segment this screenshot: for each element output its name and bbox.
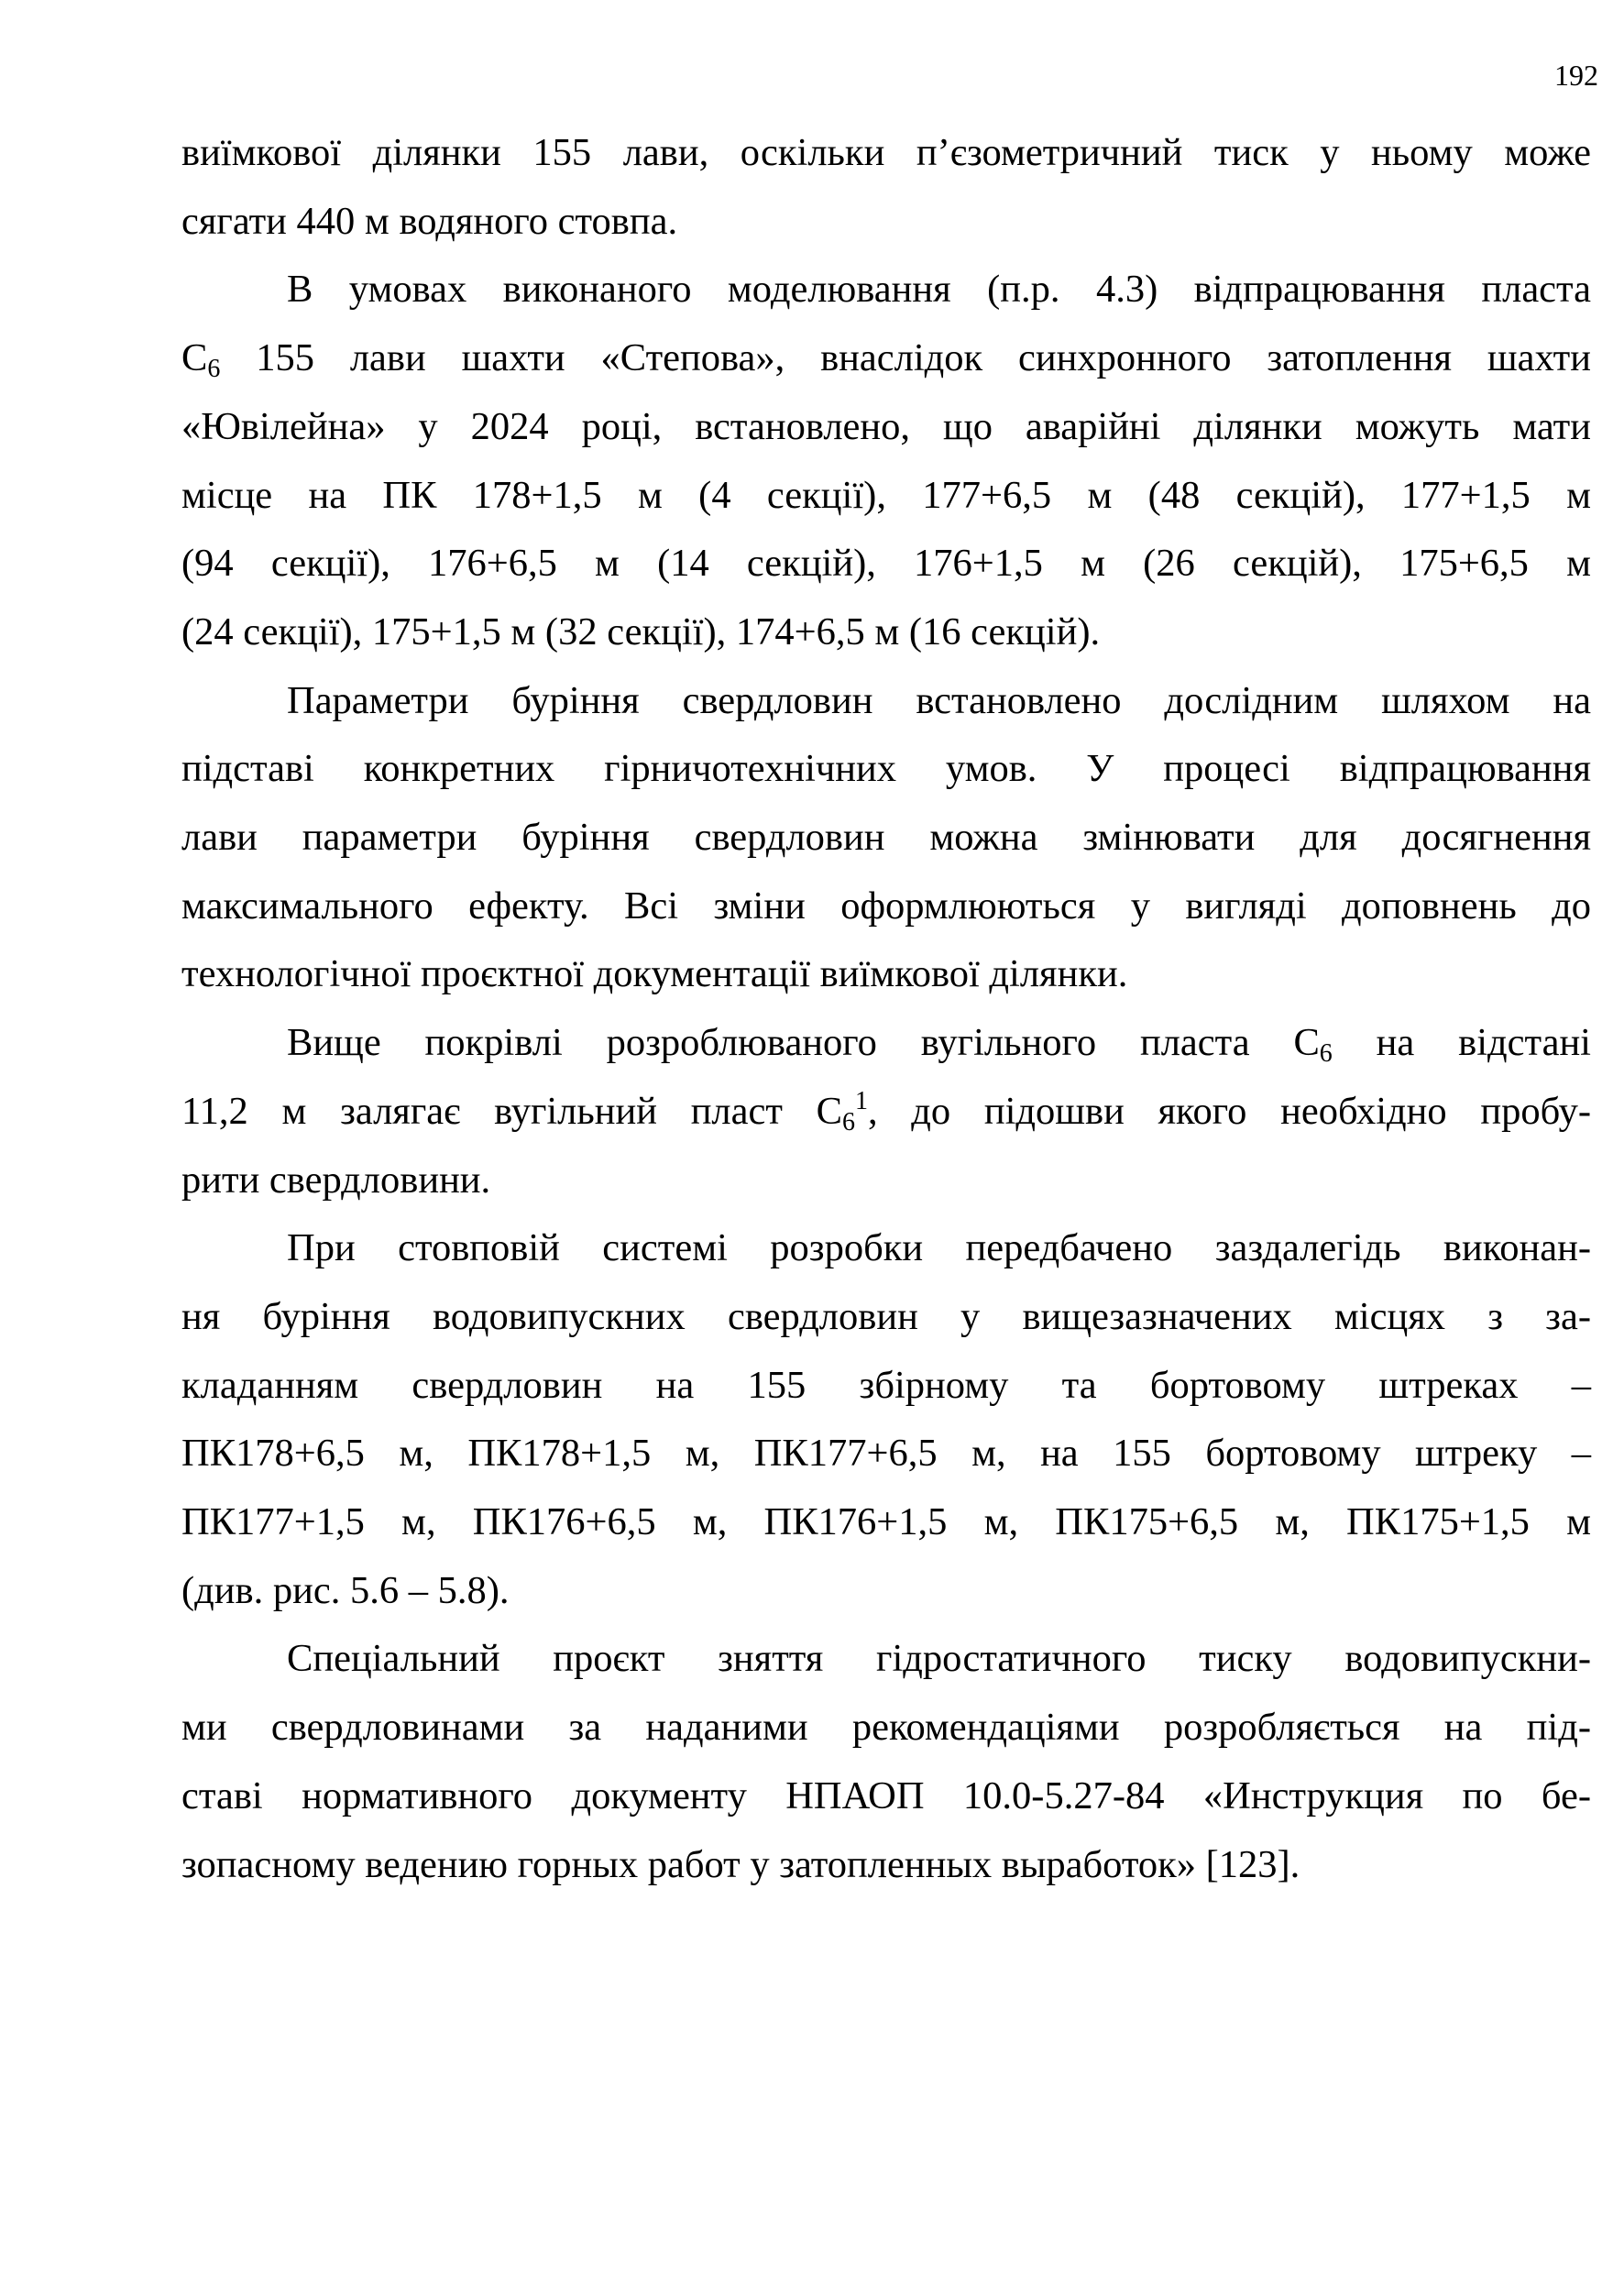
text-line: сягати 440 м водяного стовпа. — [181, 199, 678, 243]
paragraph-2 — [181, 256, 1591, 666]
text-line: (24 секції), 175+1,5 м (32 секції), 174+6,5 м (16 секцій). — [181, 609, 1101, 653]
paragraph-5 — [181, 1214, 1591, 1625]
subscript: 6 — [207, 355, 221, 384]
text-line: місце на ПК 178+1,5 м (4 секції), 177+6,5 м (48 секцій), 177+1,5 м — [181, 473, 1591, 517]
paragraph-6 — [181, 1625, 1591, 1899]
text-run: на відстані — [1332, 1021, 1591, 1065]
paragraph-4 — [181, 1009, 1591, 1214]
text-line: кладанням свердловин на 155 збірному та бортовому штреках – — [181, 1363, 1591, 1407]
text-line: рити свердловини. — [181, 1158, 491, 1202]
text-line: ставі нормативного документу НПАОП 10.0-5.27-84 «Инструкция по бе- — [181, 1773, 1591, 1817]
text-line: підставі конкретних гірничотехнічних умов. У процесі відпрацювання — [181, 747, 1591, 791]
text-line: виїмкової ділянки 155 лави, оскільки п’єзометричний тиск у ньому може — [181, 131, 1591, 174]
superscript: 1 — [854, 1086, 868, 1115]
text-line: зопасному ведению горных работ у затопленных выработок» [123]. — [181, 1842, 1300, 1886]
text-line: (див. рис. 5.6 – 5.8). — [181, 1568, 510, 1612]
text-run: , до підошви якого необхідно пробу- — [867, 1089, 1591, 1133]
text-line — [181, 1078, 1591, 1147]
text-run: Вище покрівлі розроблюваного вугільного пласта С — [287, 1021, 1320, 1065]
text-line: лави параметри буріння свердловин можна змінювати для досягнення — [181, 816, 1591, 860]
text-line: В умовах виконаного моделювання (п.р. 4.3) відпрацювання пласта — [287, 268, 1591, 312]
text-line — [181, 324, 1591, 393]
body-text — [181, 119, 1591, 1899]
text-line: максимального ефекту. Всі зміни оформлюються у вигляді доповнень до — [181, 884, 1591, 928]
text-line: При стовповій системі розробки передбачено заздалегідь виконан- — [287, 1226, 1591, 1270]
paragraph-3 — [181, 667, 1591, 1010]
text-line: (94 секції), 176+6,5 м (14 секцій), 176+1,5 м (26 секцій), 175+6,5 м — [181, 542, 1591, 586]
text-line: технологічної проєктної документації виїмкової ділянки. — [181, 952, 1128, 996]
text-line: ПК178+6,5 м, ПК178+1,5 м, ПК177+6,5 м, на 155 бортовому штреку – — [181, 1432, 1591, 1476]
text-run: 155 лави шахти «Степова», внаслідок синхронного затоплення шахти — [220, 336, 1591, 380]
text-line — [181, 1009, 1591, 1078]
text-line: ПК177+1,5 м, ПК176+6,5 м, ПК176+1,5 м, ПК175+6,5 м, ПК175+1,5 м — [181, 1500, 1591, 1544]
paragraph-1 — [181, 119, 1591, 256]
text-line: Параметри буріння свердловин встановлено дослідним шляхом на — [287, 678, 1591, 722]
text-line: ми свердловинами за наданими рекомендаціями розробляється на під- — [181, 1706, 1591, 1750]
text-run: 11,2 м залягає вугільний пласт С — [181, 1089, 842, 1133]
subscript: 6 — [1319, 1039, 1333, 1069]
page-number: 192 — [1554, 59, 1598, 92]
text-line: ня буріння водовипускних свердловин у вищезазначених місцях з за- — [181, 1294, 1591, 1338]
text-line: Спеціальний проєкт зняття гідростатичного тиску водовипускни- — [287, 1637, 1591, 1681]
text-line: «Ювілейна» у 2024 році, встановлено, що аварійні ділянки можуть мати — [181, 404, 1591, 448]
subscript: 6 — [841, 1107, 855, 1136]
text-run: С — [181, 336, 208, 380]
